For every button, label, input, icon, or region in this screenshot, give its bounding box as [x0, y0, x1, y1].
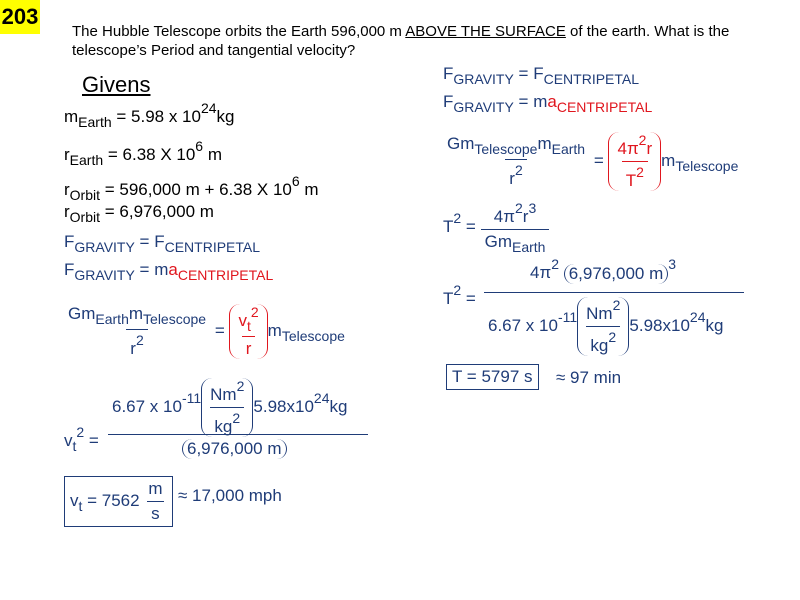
velocity-paren: $\frac{v_t^2}{r}$	[229, 304, 267, 359]
vt-fraction-bar	[108, 434, 368, 435]
slide-number-badge: 203	[0, 0, 40, 34]
given-radius-orbit-sum: $r_{Orbit} = 596,000$ m + 6.38 X $10^6$ m	[64, 173, 319, 203]
vt-result-box: $v_t = 7562$ $\frac{m}{s}$	[64, 476, 173, 527]
period-numerator: $4\pi^2$ 6,976,000 m $^3$	[530, 256, 677, 283]
question-emphasis: ABOVE THE SURFACE	[405, 23, 566, 40]
right-force-ma: $F_{GRAVITY} = ma_{CENTRIPETAL}$	[443, 92, 653, 115]
left-gravity-equation: $\frac{Gm_{Earth}m_{Telescope}}{r^2}$ = $\frac{v_t^2}{r}$ $m_{Telescope}$	[64, 304, 345, 359]
given-mass-earth: $m_{Earth} = 5.98$ x $10^{24}kg$	[64, 100, 235, 130]
question-text: The Hubble Telescope orbits the Earth 596,000 m ABOVE THE SURFACE of the earth. What is the telescope’s Period and tangential velocity?	[72, 23, 730, 59]
given-radius-orbit-value: $r_{Orbit} = 6,976,000$ m	[64, 202, 214, 225]
given-radius-earth: $r_{Earth} = 6.38$ X $10^6$ m	[64, 138, 222, 168]
period-squared-label: $T^2$ =	[443, 282, 476, 308]
vt-numerator: 6.67 x $10^{-11}$ $\frac{Nm^2}{kg^2}$ $5.98x10^{24}kg$	[112, 378, 348, 436]
right-force-balance: $F_{GRAVITY} = F_{CENTRIPETAL}$	[443, 64, 640, 87]
period-squared-equation: $T^2$ = $\frac{4\pi^2r^3}{Gm_{Earth}}$	[443, 200, 549, 255]
gravity-fraction: $\frac{Gm_{Earth}m_{Telescope}}{r^2}$	[68, 304, 207, 358]
right-gravity-equation: $\frac{Gm_{Telescope}m_{Earth}}{r^2}$ = $\frac{4\pi^2r}{T^2}$ $m_{Telescope}$	[447, 132, 739, 190]
period-fraction-bar	[484, 292, 744, 293]
period-result-box: T = 5797 s	[446, 364, 539, 390]
period-denominator: 6.67 x $10^{-11}$ $\frac{Nm^2}{kg^2}$ $5.98x10^{24}kg$	[488, 297, 724, 355]
period-approx: ≈ 97 min	[556, 368, 622, 387]
left-force-ma: $F_{GRAVITY} = ma_{CENTRIPETAL}$	[64, 260, 274, 283]
vt-squared-label: $v_t^2$ =	[64, 424, 99, 454]
vt-approx: ≈ 17,000 mph	[178, 486, 282, 505]
left-force-balance: $F_{GRAVITY} = F_{CENTRIPETAL}$	[64, 232, 261, 255]
givens-heading: Givens	[82, 72, 151, 97]
vt-denominator: 6,976,000 m	[182, 438, 287, 459]
